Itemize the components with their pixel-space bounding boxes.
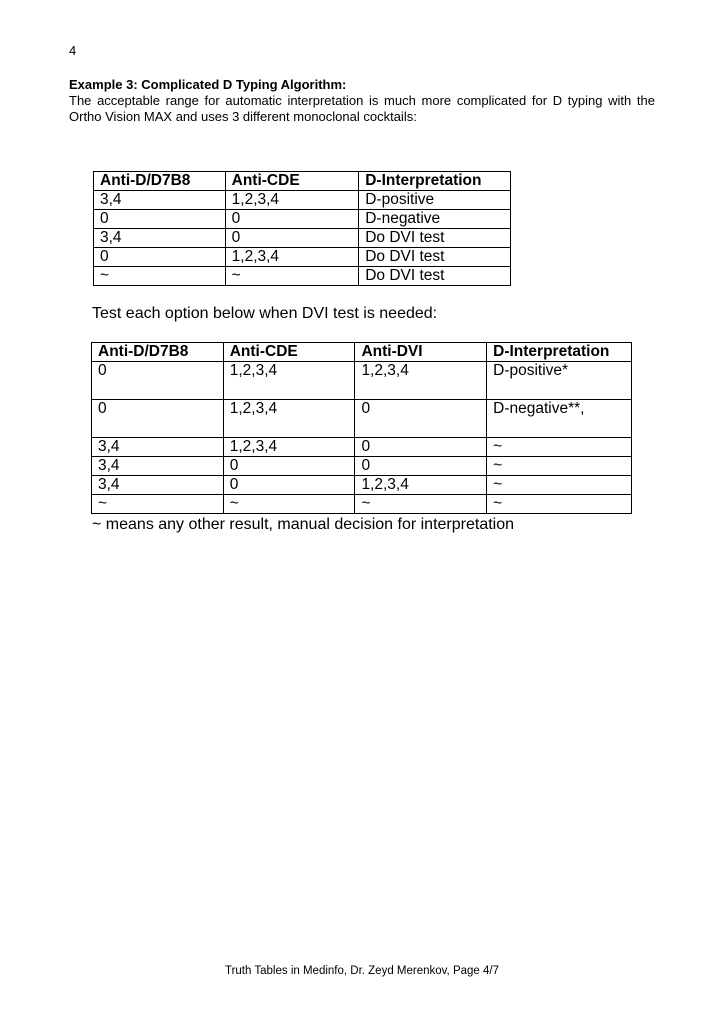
column-header: Anti-DVI (355, 343, 487, 362)
intro-paragraph: The acceptable range for automatic interpretation is much more complicated for D typing with the Ortho Vision MAX and uses 3 different monoclonal cocktails: (69, 93, 655, 124)
table-cell: ~ (487, 457, 632, 476)
table-cell: 3,4 (94, 229, 226, 248)
table-cell: D-positive* (487, 362, 632, 400)
table-cell: ~ (223, 495, 355, 514)
dvi-test-table (91, 342, 632, 514)
column-header: D-Interpretation (359, 172, 511, 191)
table-cell: 0 (92, 400, 224, 438)
table-row (94, 229, 511, 248)
table-cell: 0 (355, 457, 487, 476)
table-row (92, 362, 632, 400)
table-cell: 1,2,3,4 (223, 400, 355, 438)
table-cell: 3,4 (92, 476, 224, 495)
table-cell: D-negative**, (487, 400, 632, 438)
table-cell: Do DVI test (359, 267, 511, 286)
table-cell: 0 (94, 210, 226, 229)
column-header: Anti-D/D7B8 (92, 343, 224, 362)
table-cell: ~ (487, 476, 632, 495)
table-cell: 0 (92, 362, 224, 400)
table-header-row (94, 172, 511, 191)
column-header: Anti-CDE (223, 343, 355, 362)
table-cell: D-negative (359, 210, 511, 229)
page-footer: Truth Tables in Medinfo, Dr. Zeyd Merenkov, Page 4/7 (224, 965, 499, 977)
table-cell: 1,2,3,4 (225, 248, 359, 267)
table-row (92, 457, 632, 476)
table-cell: 0 (355, 438, 487, 457)
table-row (92, 400, 632, 438)
table-cell: 3,4 (92, 438, 224, 457)
table-cell: 1,2,3,4 (223, 438, 355, 457)
page-number: 4 (69, 43, 77, 58)
table-cell: 3,4 (94, 191, 226, 210)
table-cell: ~ (92, 495, 224, 514)
table-cell: 0 (225, 229, 359, 248)
table-cell: ~ (94, 267, 226, 286)
table-cell: 1,2,3,4 (355, 476, 487, 495)
table-cell: 0 (223, 476, 355, 495)
table-cell: 0 (355, 400, 487, 438)
d-typing-table (93, 171, 511, 286)
table-cell: 3,4 (92, 457, 224, 476)
table-cell: ~ (225, 267, 359, 286)
table-row (94, 248, 511, 267)
column-header: Anti-D/D7B8 (94, 172, 226, 191)
table-cell: 0 (94, 248, 226, 267)
table-cell: Do DVI test (359, 229, 511, 248)
table-cell: ~ (487, 438, 632, 457)
table-row (92, 438, 632, 457)
table-cell: Do DVI test (359, 248, 511, 267)
tilde-footnote: ~ means any other result, manual decision for interpretation (92, 516, 515, 533)
table-cell: 1,2,3,4 (355, 362, 487, 400)
table-cell: 1,2,3,4 (223, 362, 355, 400)
table-cell: 0 (223, 457, 355, 476)
table-row (92, 495, 632, 514)
column-header: D-Interpretation (487, 343, 632, 362)
table-row (94, 210, 511, 229)
dvi-test-subheading: Test each option below when DVI test is needed: (92, 305, 438, 322)
table-cell: 1,2,3,4 (225, 191, 359, 210)
table-cell: D-positive (359, 191, 511, 210)
column-header: Anti-CDE (225, 172, 359, 191)
table-cell: ~ (487, 495, 632, 514)
table-row (94, 267, 511, 286)
table-cell: 0 (225, 210, 359, 229)
table-row (94, 191, 511, 210)
example-heading: Example 3: Complicated D Typing Algorithm: (69, 77, 347, 92)
table-cell: ~ (355, 495, 487, 514)
table-row (92, 476, 632, 495)
table-header-row (92, 343, 632, 362)
